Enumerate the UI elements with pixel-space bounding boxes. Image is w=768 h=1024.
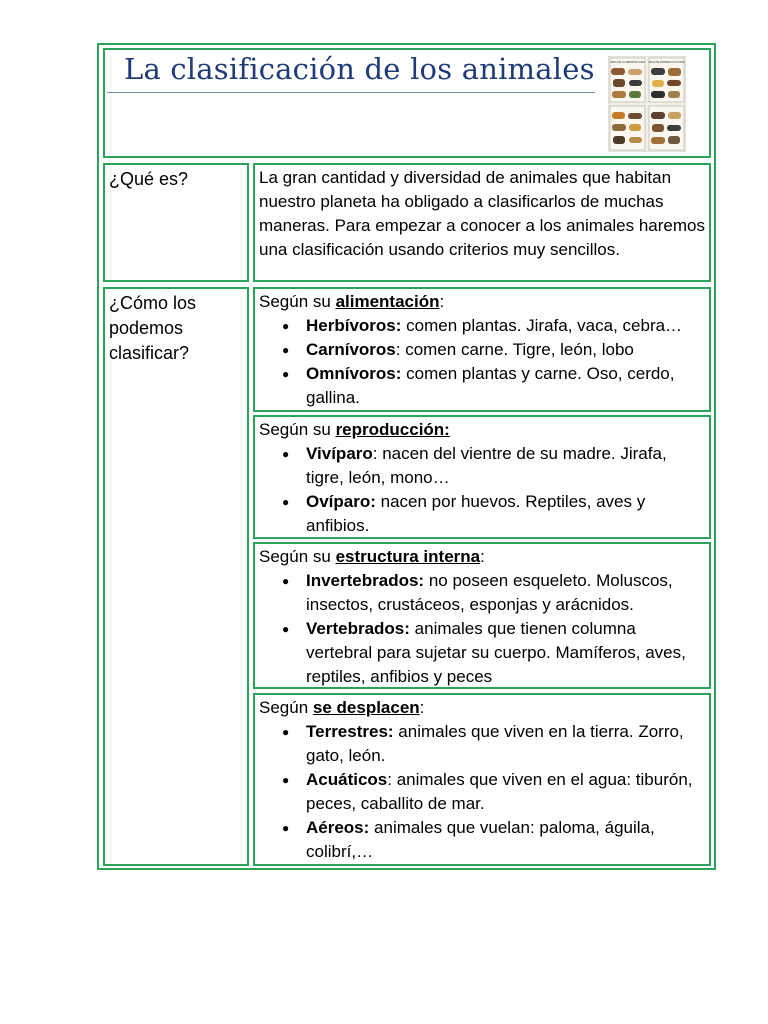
title-box — [103, 48, 711, 158]
list-item: ● Aéreos: animales que vuelan: paloma, águila, colibrí,… — [306, 816, 705, 864]
section-reproduccion — [253, 415, 711, 539]
section-estructura-interna — [253, 542, 711, 689]
como-label: ¿Cómo los podemos clasificar? — [109, 293, 197, 363]
que-es-label-cell — [103, 163, 249, 282]
thumb-panel-label: SEGÚN ALIMENTACIÓN — [610, 60, 645, 64]
section-list — [259, 442, 705, 538]
animal-classification-chart-thumbnail-icon — [608, 56, 686, 152]
list-item: ● Invertebrados: no poseen esqueleto. Moluscos, insectos, crustáceos, esponjas y arácnidos. — [306, 569, 705, 617]
list-item: ● Vivíparo: nacen del vientre de su madre. Jirafa, tigre, león, mono… — [306, 442, 705, 490]
title-underline — [107, 92, 595, 93]
section-list — [259, 720, 705, 864]
que-es-label: ¿Qué es? — [109, 169, 189, 189]
page-title: La clasificación de los animales — [124, 52, 595, 86]
section-heading: Según su alimentación: — [259, 292, 445, 311]
list-item: ● Omnívoros: comen plantas y carne. Oso, cerdo, gallina. — [306, 362, 705, 410]
list-item: ● Acuáticos: animales que viven en el agua: tiburón, peces, caballito de mar. — [306, 768, 705, 816]
list-item: ● Herbívoros: comen plantas. Jirafa, vaca, cebra… — [306, 314, 705, 338]
section-heading: Según se desplacen: — [259, 698, 425, 717]
que-es-text: La gran cantidad y diversidad de animales que habitan nuestro planeta ha obligado a clasificarlos de muchas maneras. Para empezar a conocer a los animales haremos una clasificación usando criterios muy sencillos. — [259, 168, 705, 259]
list-item: ● Vertebrados: animales que tienen columna vertebral para sujetar su cuerpo. Mamíferos, aves, reptiles, anfibios y peces — [306, 617, 705, 689]
que-es-content-cell — [253, 163, 711, 282]
section-alimentacion — [253, 287, 711, 412]
section-se-desplacen — [253, 693, 711, 866]
section-heading: Según su estructura interna: — [259, 547, 485, 566]
list-item: ● Carnívoros: comen carne. Tigre, león, lobo — [306, 338, 705, 362]
como-label-cell — [103, 287, 249, 866]
thumb-panel-label: SEGÚN REPRODUCCIÓN — [648, 60, 685, 64]
section-list — [259, 314, 705, 410]
list-item: ● Terrestres: animales que viven en la tierra. Zorro, gato, león. — [306, 720, 705, 768]
section-heading: Según su reproducción: — [259, 420, 450, 439]
list-item: ● Ovíparo: nacen por huevos. Reptiles, aves y anfibios. — [306, 490, 705, 538]
section-list — [259, 569, 705, 689]
